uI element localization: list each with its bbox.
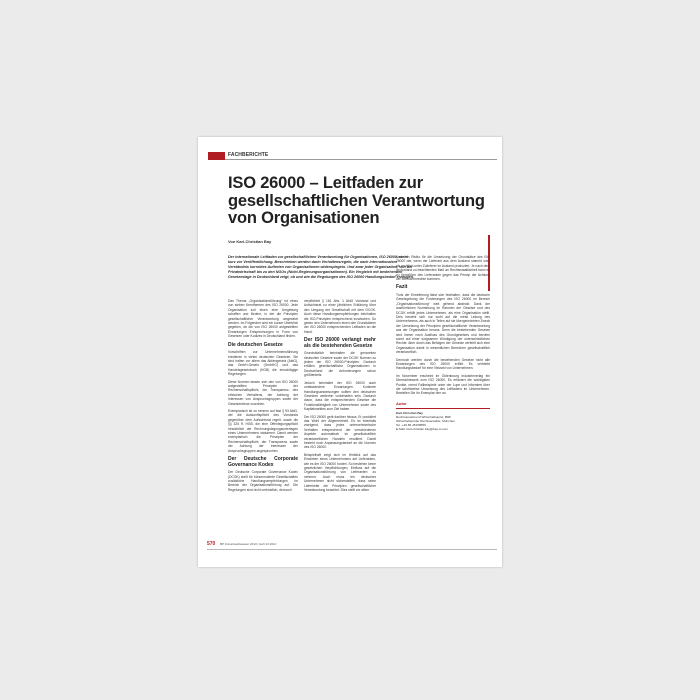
author-name: Karl-Christian Bay (396, 410, 423, 415)
paragraph: Der ISO 26000 geht darüber hinaus. Er postuliert das Wohl der Allgemeinheit. Es ist ebenfalls zweigend, dass jedes unternehmerische Verhalten entsprechend der verschiedenen Aspekte automatisch im gesellschaftlich verantwortlichen Handeln resultiert. Damit besteht noch Anpassungsbedarf an die Normen des ISO 26000. (304, 414, 376, 450)
section-heading: Der Deutsche Corporate Governance Kodex (228, 456, 298, 468)
paragraph: Diese Normen lassen sich den von ISO 26000 aufgestellten Prinzipien der Rechenschaftspflicht, der Transparenz, des ethischen Verhaltens, der Achtung der Interessen von Anspruchsgruppen sowie der Gesetzestreue zuordnen. (228, 379, 298, 406)
author-phone: Tel. +49 89 45158556 (396, 422, 426, 427)
author-firm: Wirtschaftsprüfer Rechtsanwälte, München (396, 418, 455, 423)
page-number: 570 (207, 541, 216, 547)
footer-source: BP Industrieabwasser 2010 | Heft 10 2010 (220, 542, 277, 546)
document-page (198, 137, 502, 567)
paragraph: Das Thema „Organisationsführung“ ist eines von sieben Kernthemen des ISO 26000. Jede Organisation soll einen eine Umgebung schaffen und fördern, in der die Prinzipien gesellschaftlicher Verantwortung umgesetzt werden. Im Folgenden wird ein kurzer Überblick gegeben, ob die von ISO 26000 aufgestellten Erwartungen Entsprechungen in Form von Gesetzen oder Kodizes in Deutschland finden. (228, 299, 298, 339)
section-heading: Der ISO 26000 verlangt mehr als die bestehenden Gesetze (304, 337, 376, 349)
paragraph: Grundsätzlich beinhalten die genannten deutschen Gesetze sowie der DCGK Normen zu jedem der ISO 26000-Prinzipien. Dadurch erfüllen gesellschaftliche Organisationen in Deutschland die Anforderungen schon größtenteils. (304, 351, 376, 378)
paragraph: Der Deutsche Corporate Governance Kodex (DCGK) stellt für börsennotierte Gesellschaften zusätzliche Handlungsempfehlungen im Bereich der Organisationsführung auf. Die Regelungen sind nicht verbindlich, dennoch (228, 470, 298, 492)
author-role: Rechtsanwalt und Wirtschaftsjurist, BRF (396, 414, 452, 419)
paragraph: dann ein Risiko für die Umsetzung der Grundsätze des ISO 26000 dar, wenn der Lieferant aus dem Ausland stammt oder als rechtlich unter Zulieferer im Ausland produziert. Je nach dem im Ausland zu beachtenden Maß an Rechtsstaatlichkeit kann es zu Verstößen des Lieferanten gegen das Prinzip der Achtung der Menschenrechte kommen. (396, 255, 491, 282)
paragraph: Dennoch werden durch die bestehenden Gesetze nicht alle Erwartungen des ISO 26000 erfüllt. Es verbleibt Handlungsbedarf für eine Vielzahl von Unternehmen. (396, 357, 490, 371)
column-1 (228, 299, 298, 495)
author-byline: Von Karl-Christian Bay (228, 239, 272, 244)
article-title: ISO 26000 – Leitfaden zur gesellschaftlichen Verantwortung von Organisationen (228, 174, 485, 227)
column-2 (304, 299, 376, 495)
author-box-heading: Autor (396, 400, 407, 406)
lead-paragraph: Der internationale Leitfaden zur gesellschaftlichen Verantwortung für Organisationen, ISO 26000, steht kurz vor Veröffentlichung. Beschrieben werden darin Verhaltensregeln, die nach internationalem Verständnis korrektes Auftreten von Organisationen widerspiegeln. Und zwar jeder Organisation, von der Privatwirtschaft bis zu den NGOs (Nicht-Regierungsorganisationen). Ein Vergleich mit bestehenden Gesetzeslage in Deutschland zeigt, ob und wie die Regelungen des ISO 26000 Handlungsbedarf erzeugen. (228, 255, 414, 279)
paragraph: verpflichtet § 161 Abs. 1 AktG Vorstand und Aufsichtsrat zu einer jährlichen Erklärung über den Umgang der Gesellschaft mit dem DCGK. Auch diese Handlungsempfehlungen beinhalten die ISO-Prinzipien entsprechend inzwischen. So geben den Unternehmen einen den Grundsätzen der ISO 26000 entsprechenden Leitfaden an die Hand. (304, 299, 376, 334)
paragraph: Vorschriften zur Unternehmensführung existieren in vielen deutschen Gesetzen. Sie sind halten vor allem das Aktiengesetz (AktG), das GmbH-Gesetz (GmbHG) und das Handelsgesetzbuch (HGB) die einschlägige Regelungen. (228, 350, 298, 377)
rubric-label: FACHBERICHTE (228, 152, 269, 158)
rubric-accent-bar (208, 152, 225, 160)
author-box (396, 402, 490, 431)
paragraph: Exemplarisch ist zu nennen auf fast § 93 AktG, der die Auskunftspflicht des Vorstands gegenüber dem Aufsichtsrat regelt, sowie die §§ 325 ff. HGB, die eine Offenlegungspflicht hinsichtlich der Rechnungslegungsunterlagen eines Unternehmens statuieren. Damit werden exemplarisch die Prinzipien der Rechenschaftspflicht, der Transparenz sowie der Achtung der Interessen der Anspruchsgruppen angesprochen. (228, 409, 298, 453)
paragraph: Jedoch beinhaltet der ISO 26000 auch umfassendere Erwartungen. Konkrete Handlungsanweisungen sollten den deutschen Gesetzen weiterhin vorbehalten sein. Dadurch davor, dass die entsprechenden Gesetze die Funktionsfähigkeit von Unternehmen sowie des Kapitalmarktes zum Ziel haben. (304, 380, 376, 412)
paragraph: Im November erscheint im Oldenbourg Industrieverlag ein Übersichtswerk zum ISO 26000. Es erläutert die wichtigsten Punkte, nennt Fallbeispiele unter der Lupe und informiert über die schrittweise Umsetzung des Leitfadens im Unternehmen. Bestellen Sie ihr Exemplar hier an. (396, 373, 490, 396)
rubric-rule (225, 159, 497, 160)
column-3 (396, 255, 490, 431)
paragraph: Beispielhaft zeigt sich im Hinblick auf das Einwirken eines Unternehmens auf Lieferanten, wie es der ISO 26000 fordert. So bestehen keine gesetzlichen Verpflichtungen, Einfluss auf die Organisationsführung von Lieferanten zu nehmen. Auch muss ein deutsches Unternehmen nicht sicherstellen, dass seine Lieferkette die Prinzipien gesellschaftlicher Verantwortung beachtet. Dies stellt vor allem (304, 452, 376, 493)
author-email: E-Mail: karl-christian.bay@bay-si.com (396, 426, 448, 431)
section-heading: Die deutschen Gesetze (228, 341, 283, 348)
section-heading: Fazit (396, 284, 408, 291)
footer-rule (207, 549, 497, 550)
author-box-divider (396, 408, 490, 409)
paragraph: Trotz der Erweiterung lässt sich festhalten, dass die deutsche Gesetzgebung die Forderungen des ISO 26000 im Bereich „Organisationsführung“ weit gehend abdeckt. Dank der ausführlichen Normierung im Rahmen der Gesetze und des DCGK erfüllt jedes Unternehmen, als eine Organisation stellt. Dies besteht sich nur wohl auf die meist Leitung des Unternehmens, als auch in Teilen auf sie übergeordneten Zweck der Umsetzung der Prinzipien gesellschaftlicher Verantwortung aus der Organisation heraus. Denn die bestehenden Gesetze sind immer noch Ausfluss des Grundgesetzes und berufen somit auf einer sorgsamen Würdigung der unterschiedlichen Rechte. Aber durch das Befolgen der Gesetze verfehlt sich eine Organisation damit in wesentlichen Bereichen gesellschaftlich verantwortlich. (396, 292, 490, 355)
